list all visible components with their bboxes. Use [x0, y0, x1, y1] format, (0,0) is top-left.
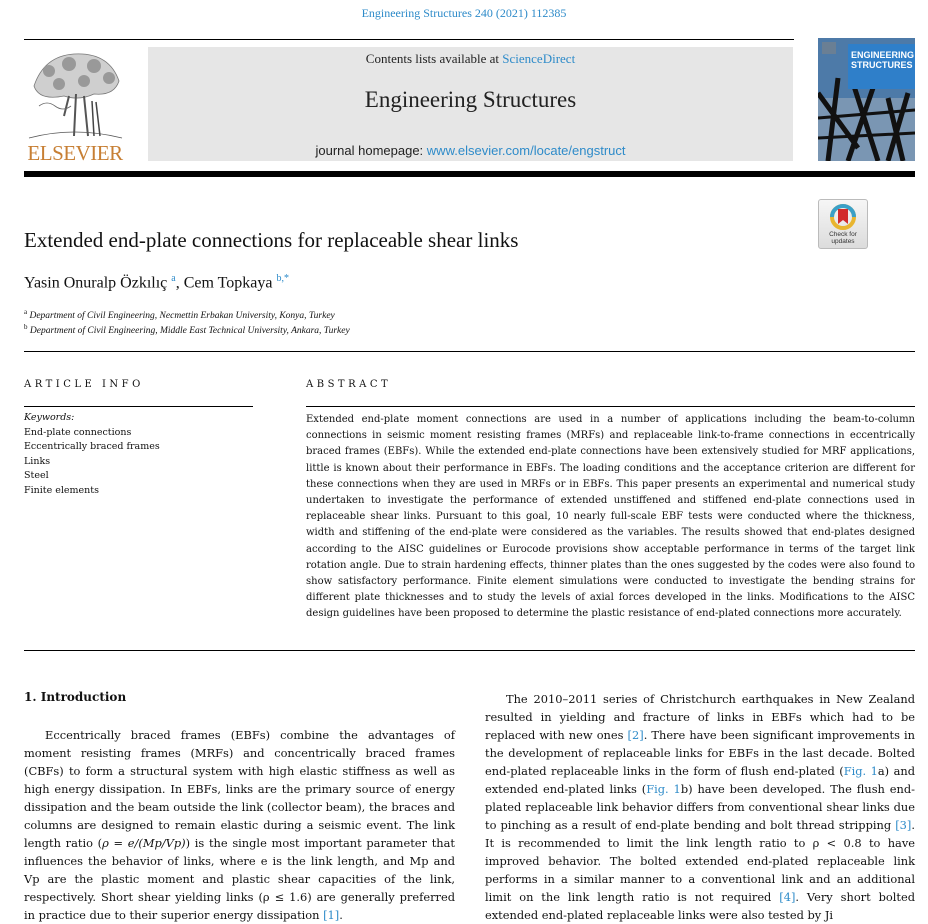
- keyword: Steel: [24, 470, 49, 482]
- affiliation: [24, 308, 335, 321]
- keyword: Finite elements: [24, 484, 99, 496]
- article-info-rule: [24, 406, 253, 407]
- author-list: [24, 273, 289, 292]
- elsevier-logo[interactable]: [24, 46, 126, 166]
- paragraph-text: a) and extended end-plated links (: [485, 764, 915, 796]
- masthead-thick-rule: [24, 171, 915, 177]
- paragraph-text: . There have been significant improvements in the development of replaceable links for EBFs in the last decade. Bolted end-plated replaceable links in the form of flush end-plated (: [485, 728, 915, 778]
- abstract-heading: ABSTRACT: [306, 379, 392, 390]
- keywords-label: Keywords:: [24, 412, 75, 423]
- paragraph-text: Eccentrically braced frames (EBFs) combine the advantages of moment resisting frames (MRFs) and concentrically braced frames (CBFs) to form a structural system with high elastic stiffness as well as high energy dissipation. In EBFs, links are the primary source of energy dissipation and the beam outside the link (collector beam), the braces and columns are designed to remain elastic during a seismic event. The link length ratio (: [24, 728, 455, 850]
- paragraph-text: . It is recommended to limit the link length ratio to ρ < 0.8 to have improved behavior. The bolted extended end-plated replaceable link performs in a similar manner to a conventional link and an additional limit on the link length ratio is not required: [485, 818, 915, 904]
- paragraph-text: The 2010–2011 series of Christchurch earthquakes in New Zealand resulted in yielding and fracture of links in EBFs which had to be replaced with new ones: [485, 692, 915, 742]
- abstract-text: Extended end-plate moment connections are used in a number of applications including the beam-to-column connections in seismic moment resisting frames (MRFs) and replaceable link-to-frame connections in eccentrically braced frames (EBFs). While the extended end-plate connections have been extensively studied for MRF applications, little is known about their performance in EBFs. The loading conditions and the acceptance criterion are different for these connections when they are used in MRFs or in EBFs. This paper presents an experimental and numerical study undertaken to investigate the performance of extended unstiffened and stiffened end-plate connections used in replaceable shear links. Pursuant to this goal, 10 nearly full-scale EBF tests were conducted where the thickness, width and stiffening of the end-plate were considered as the variables. The results showed that end-plates designed according to the AISC guidelines or Eurocode provisions show acceptable performance in terms of the target link rotation angle. Due to strain hardening effects, thinner plates than the ones suggested by the codes were also found to show satisfactory performance. Finite element simulations were conducted to investigate the bending strains for different plate thicknesses and to study the levels of axial forces developed in the links. Modifications to the AISC design guidelines have been proposed to determine the plastic resistance of end-plated connections more accurately.: [306, 414, 915, 620]
- article-info-heading: ARTICLE INFO: [24, 379, 144, 390]
- keyword: End-plate connections: [24, 426, 132, 438]
- keyword: Links: [24, 455, 51, 467]
- contents-prefix: Contents lists available at: [365, 51, 503, 66]
- paragraph-text: .: [339, 908, 343, 922]
- citation-link[interactable]: [4]: [779, 890, 796, 904]
- figure-link[interactable]: Fig. 1: [646, 782, 681, 796]
- citation-link[interactable]: [2]: [627, 728, 644, 742]
- figure-link[interactable]: Fig. 1: [843, 764, 878, 778]
- link-length-formula: ρ = e/(Mp/Vp): [102, 836, 186, 850]
- crossmark-icon: [819, 202, 867, 234]
- paragraph-text: b) have been developed. The flush end-plated replaceable link behavior differs from conventional shear links due to pinching as a result of end-plate bending and bolt thread stripping: [485, 782, 915, 832]
- author-name[interactable]: Cem Topkaya: [183, 274, 273, 292]
- affiliation-mark: b: [24, 323, 28, 331]
- abstract-bottom-rule: [24, 650, 915, 651]
- article-title: Extended end-plate connections for replaceable shear links: [24, 228, 519, 252]
- journal-title: Engineering Structures: [364, 87, 577, 112]
- keyword: Eccentrically braced frames: [24, 441, 160, 453]
- citation-link[interactable]: [1]: [323, 908, 340, 922]
- crossmark-line1: Check for: [829, 231, 857, 238]
- crossmark-label: [819, 231, 867, 245]
- affiliation-text: Department of Civil Engineering, Necmettin Erbakan University, Konya, Turkey: [29, 311, 335, 322]
- crossmark-line2: updates: [831, 238, 855, 245]
- affiliation-text: Department of Civil Engineering, Middle East Technical University, Ankara, Turkey: [29, 326, 350, 337]
- body-column-left: [24, 726, 455, 924]
- journal-citation-link[interactable]: Engineering Structures 240 (2021) 112385: [361, 6, 567, 20]
- elsevier-tree-icon: [24, 46, 126, 142]
- author-separator: ,: [175, 274, 184, 292]
- journal-masthead: [148, 47, 793, 161]
- contents-line: [148, 51, 793, 67]
- homepage-line: [148, 143, 793, 158]
- paragraph: [485, 690, 915, 924]
- paragraph: [24, 726, 455, 924]
- affiliation-marker[interactable]: a: [171, 273, 176, 284]
- elsevier-wordmark: ELSEVIER: [27, 141, 123, 165]
- section-rule: [24, 351, 915, 352]
- abstract-rule: [306, 406, 915, 407]
- journal-homepage-link[interactable]: www.elsevier.com/locate/engstruct: [426, 143, 626, 158]
- header-rule: [24, 39, 794, 40]
- affiliation-mark: a: [24, 308, 28, 316]
- citation-link[interactable]: [3]: [895, 818, 912, 832]
- paragraph-text: . Very short bolted extended end-plated replaceable links were also tested by Ji: [485, 890, 916, 922]
- introduction-heading: 1. Introduction: [24, 690, 127, 704]
- journal-cover-image[interactable]: [818, 38, 915, 161]
- keywords-list: [24, 411, 160, 499]
- body-column-right: [485, 690, 915, 924]
- cover-title-line2: STRUCTURES: [851, 60, 913, 70]
- cover-title-line1: ENGINEERING: [851, 50, 915, 60]
- affiliation: [24, 323, 350, 336]
- affiliation-marker[interactable]: b,*: [276, 273, 289, 284]
- paragraph-text: ) is the single most important parameter that influences the behavior of links, where e is the link length, and Mp and Vp are the plastic moment and plastic shear capacities of the link, respectively. Short shear yielding links (ρ ≤ 1.6) are generally preferred in practice due to their superior energy dissipation: [24, 836, 455, 922]
- author-name[interactable]: Yasin Onuralp Özkılıç: [24, 274, 168, 292]
- cover-title: [851, 50, 914, 70]
- check-for-updates-button[interactable]: [818, 199, 868, 249]
- sciencedirect-link[interactable]: ScienceDirect: [502, 51, 576, 66]
- homepage-prefix: journal homepage:: [315, 143, 427, 158]
